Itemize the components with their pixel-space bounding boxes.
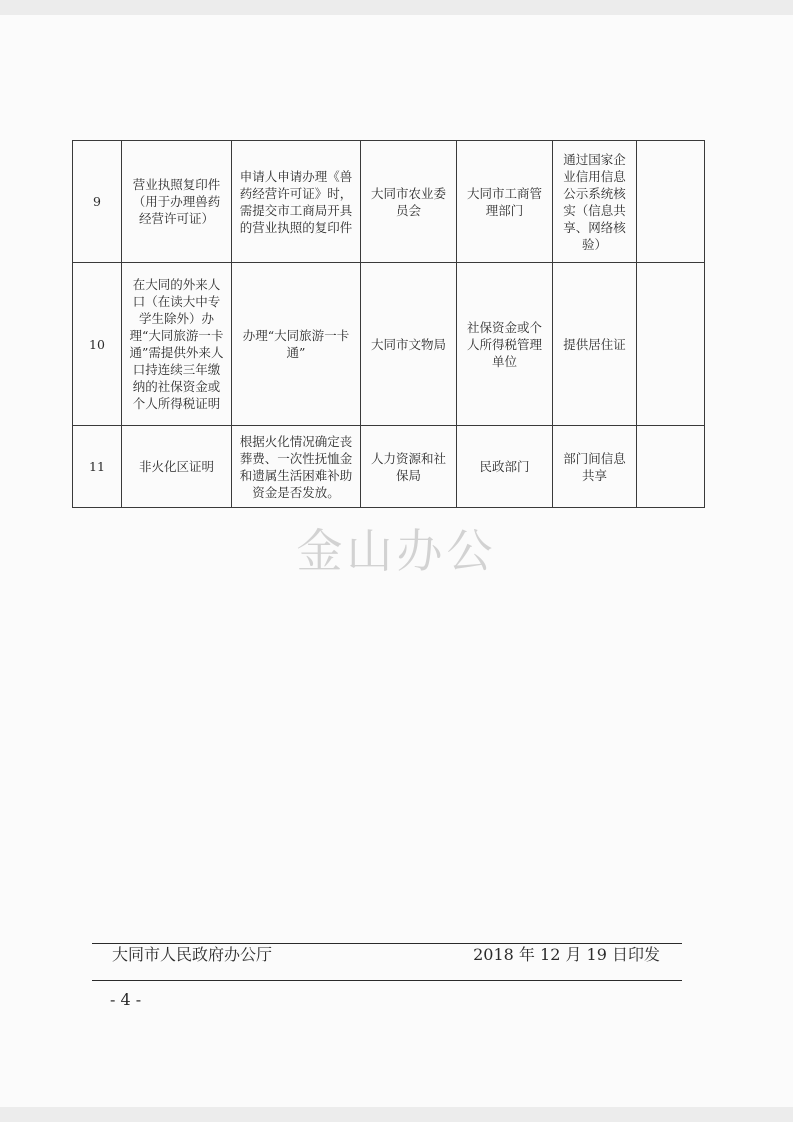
table-row	[73, 263, 705, 426]
data-table	[72, 140, 705, 508]
remark-cell	[637, 141, 705, 263]
row-number: 9	[73, 141, 122, 263]
item-cell: 在大同的外来人口（在读大中专学生除外）办理“大同旅游一卡通”需提供外来人口持连续三年缴纳的社保资金或个人所得税证明	[122, 263, 232, 426]
scenario-cell: 办理“大同旅游一卡通”	[232, 263, 361, 426]
page-number: - 4 -	[110, 990, 142, 1009]
footer-bottom-rule	[92, 980, 682, 981]
issuer-cell: 大同市工商管理部门	[457, 141, 553, 263]
dept-cell: 人力资源和社保局	[361, 426, 457, 508]
method-cell: 提供居住证	[553, 263, 637, 426]
issuer-cell: 社保资金或个人所得税管理单位	[457, 263, 553, 426]
item-cell: 非火化区证明	[122, 426, 232, 508]
row-number: 11	[73, 426, 122, 508]
row-number: 10	[73, 263, 122, 426]
remark-cell	[637, 263, 705, 426]
footer-issuer: 大同市人民政府办公厅	[112, 945, 273, 964]
item-cell: 营业执照复印件（用于办理兽药经营许可证）	[122, 141, 232, 263]
remark-cell	[637, 426, 705, 508]
scenario-cell: 根据火化情况确定丧葬费、一次性抚恤金和遗属生活困难补助资金是否发放。	[232, 426, 361, 508]
method-cell: 通过国家企业信用信息公示系统核实（信息共享、网络核验）	[553, 141, 637, 263]
dept-cell: 大同市文物局	[361, 263, 457, 426]
issuer-cell: 民政部门	[457, 426, 553, 508]
method-cell: 部门间信息共享	[553, 426, 637, 508]
table-row	[73, 141, 705, 263]
table-row	[73, 426, 705, 508]
watermark: 金山办公	[296, 524, 497, 578]
dept-cell: 大同市农业委员会	[361, 141, 457, 263]
footer-date: 2018 年 12 月 19 日印发	[473, 945, 660, 964]
scenario-cell: 申请人申请办理《兽药经营许可证》时，需提交市工商局开具的营业执照的复印件	[232, 141, 361, 263]
